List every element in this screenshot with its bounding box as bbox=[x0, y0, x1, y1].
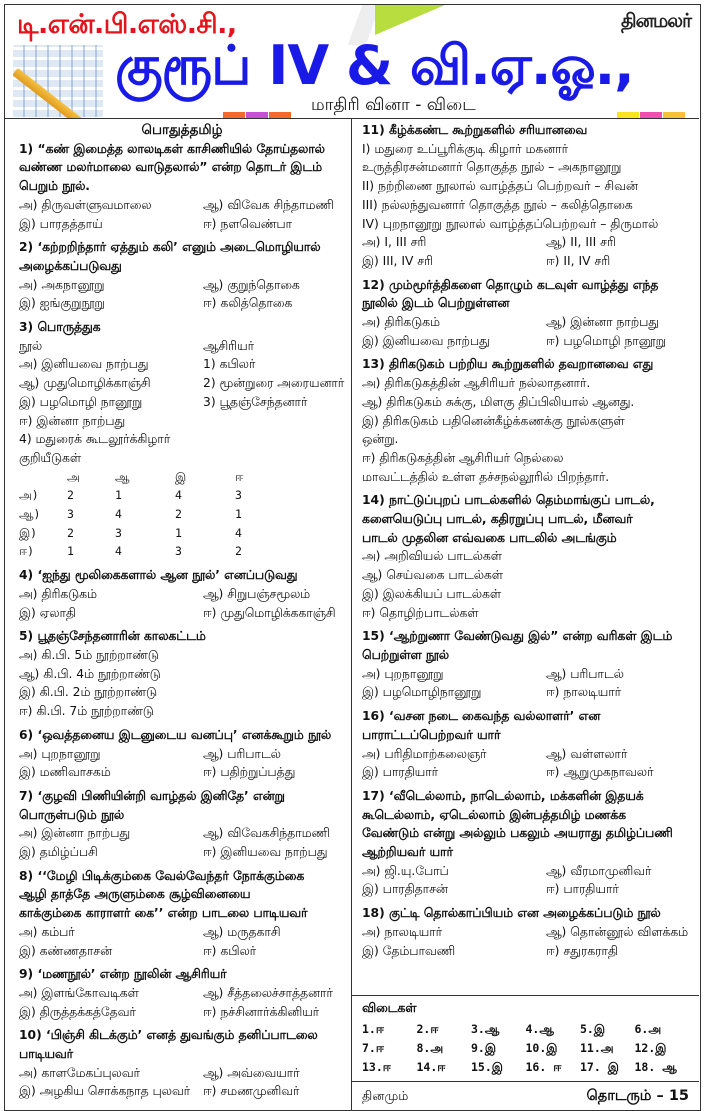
table-cell: 4 bbox=[175, 488, 182, 503]
answer-item: 16. ஈ bbox=[525, 1060, 562, 1075]
table-cell: அ bbox=[67, 469, 80, 484]
match-code-table bbox=[19, 468, 345, 562]
table-cell: இ bbox=[175, 469, 187, 484]
color-bar bbox=[617, 112, 639, 119]
option-row bbox=[19, 843, 345, 862]
option: ஈ) பாரதியார் bbox=[546, 882, 619, 897]
option: ஈ) ஆறுமுகநாவலர் bbox=[546, 765, 654, 780]
option-row bbox=[19, 215, 345, 234]
question-text: 4) ‘ஐந்து மூலிகைகளால் ஆன நூல்’ எனப்படுவது bbox=[19, 568, 298, 583]
option: 3) பூதஞ்சேந்தனார் bbox=[203, 394, 308, 409]
option: ஆ) விவேக சிந்தாமணி bbox=[203, 197, 334, 212]
option: அ) திரிகடுகம் bbox=[19, 586, 97, 601]
option: அ) பரிதிமாற்கலைஞர் bbox=[362, 746, 487, 761]
option: இ) பழமொழி நானூறு bbox=[19, 394, 143, 409]
question-block bbox=[19, 726, 345, 782]
option: அ) நாலடியார் bbox=[362, 924, 443, 939]
answer-item: 13.ஈ bbox=[362, 1060, 391, 1075]
dinamalar-logo: தினமலர் bbox=[621, 10, 691, 32]
option-line: ஒன்று. bbox=[362, 432, 399, 447]
table-cell: 2 bbox=[67, 525, 74, 540]
option: ஆ) குறுந்தொகை bbox=[203, 277, 300, 292]
option: ஈ) நச்சினார்க்கினியர் bbox=[203, 1004, 320, 1019]
question-text: காக்கும்கை காராளர் கை’’ என்ற பாடலை பாடியவர் bbox=[19, 906, 308, 921]
question-text: 13) திரிகடுகம் பற்றிய கூற்றுகளில் தவறானவை எது bbox=[362, 357, 654, 372]
option: அ) புறநானூறு bbox=[19, 746, 101, 761]
option: அ) காளமேகப்புலவர் bbox=[19, 1065, 140, 1080]
option: நூல் bbox=[19, 338, 43, 353]
question-text: 17) ‘வீடெல்லாம், நாடெல்லாம், மக்களின் இதயக் bbox=[362, 788, 644, 803]
question-block bbox=[362, 121, 693, 271]
option: ஆ) தொன்னூல் விளக்கம் bbox=[546, 924, 688, 939]
option-row bbox=[19, 984, 345, 1003]
option: 1) கபிலர் bbox=[203, 357, 256, 372]
option-row bbox=[362, 665, 693, 684]
question-text: 16) ‘வசன நடை கைவந்த வல்லாளர்’ என bbox=[362, 709, 601, 724]
question-text: 3) பொருத்துக bbox=[19, 320, 101, 335]
question-text: வண்ண மலர்மாலை வாடுதலால்” என்ற தொடர் இடம் bbox=[19, 160, 323, 175]
option: அ) இனியவை நாற்பது bbox=[19, 357, 149, 372]
option-row bbox=[362, 880, 693, 899]
page-title: குரூப் IV & வி.ஏ.ஓ., bbox=[115, 34, 634, 97]
option: அ) திருவள்ளுவமாலை bbox=[19, 197, 152, 212]
option: ஆ) II, III சரி bbox=[546, 235, 616, 250]
table-cell: 3 bbox=[175, 544, 182, 559]
question-block bbox=[19, 867, 345, 961]
option-line: ஈ) திரிகடுகத்தின் ஆசிரியர் நெல்லை bbox=[362, 450, 564, 465]
option-row bbox=[19, 763, 345, 782]
table-cell: 1 bbox=[67, 544, 74, 559]
option-line: ஈ) தொழிற்பாடல்கள் bbox=[362, 605, 479, 620]
page-subtitle: மாதிரி வினா - விடை bbox=[311, 95, 476, 115]
option: இ) திருத்தக்கத்தேவர் bbox=[19, 1004, 136, 1019]
answer-item: 1.ஈ bbox=[362, 1022, 384, 1037]
section-title: பொதுத்தமிழ் bbox=[141, 122, 223, 138]
table-cell: 3 bbox=[235, 488, 242, 503]
option: இ) பாரதத்தாய் bbox=[19, 216, 103, 231]
footer-continued: தொடரும் – 15 bbox=[586, 1087, 689, 1104]
left-column bbox=[5, 119, 351, 1110]
option-row bbox=[362, 763, 693, 782]
footer-daily: தினமும் bbox=[362, 1087, 409, 1103]
option: ஆ) பரிபாடல் bbox=[203, 746, 281, 761]
answer-item: 11.அ bbox=[580, 1041, 614, 1056]
option-row bbox=[19, 412, 345, 449]
color-bar bbox=[223, 112, 245, 119]
color-bars-left bbox=[223, 112, 292, 119]
option: ஆ) மருதகாசி bbox=[203, 924, 281, 939]
question-block bbox=[362, 355, 693, 486]
table-cell: 1 bbox=[235, 507, 242, 522]
question-text: 12) மும்மூர்த்திகளை தொழும் கடவுள் வாழ்த்து எந்த bbox=[362, 277, 659, 292]
table-cell: 4 bbox=[235, 525, 242, 540]
answer-item: 9.இ bbox=[471, 1041, 497, 1056]
option: இ) ஏலாதி bbox=[19, 605, 76, 620]
option: அ) புறநானூறு bbox=[362, 666, 444, 681]
question-block bbox=[19, 965, 345, 1021]
option-line: III) நல்லந்துவனார் தொகுத்த நூல் – கலித்தொகை bbox=[362, 197, 633, 212]
answer-item: 7.ஈ bbox=[362, 1041, 384, 1056]
answer-item: 14.ஈ bbox=[416, 1060, 446, 1075]
exam-name: டி.என்.பி.எஸ்.சி., bbox=[17, 9, 237, 40]
question-text: 2) ‘கற்றறிந்தார் ஏத்தும் கலி’ எனும் அடைமொழியால் bbox=[19, 240, 321, 255]
question-text: பாடல் முதலின எவ்வகை பாடலில் அடங்கும் bbox=[362, 530, 617, 545]
option-row bbox=[19, 1003, 345, 1022]
question-block bbox=[19, 318, 345, 561]
option-line: அ) அறிவியல் பாடல்கள் bbox=[362, 549, 502, 564]
option: அ) இளங்கோவடிகள் bbox=[19, 985, 139, 1000]
question-text: நூலில் இடம் பெற்றுள்ளன bbox=[362, 296, 510, 311]
option-line: மாவட்டத்தில் உள்ள தச்சநல்லூரில் பிறந்தார். bbox=[362, 469, 610, 484]
option-line: இ) திரிகடுகம் பதினென்கீழ்க்கணக்கு நூல்களுள் bbox=[362, 413, 625, 428]
option-row bbox=[19, 374, 345, 393]
option-row bbox=[19, 1064, 345, 1083]
answer-item: 8.அ bbox=[416, 1041, 444, 1056]
option: ஆ) முதுமொழிக்காஞ்சி bbox=[19, 376, 151, 391]
color-bar bbox=[640, 112, 662, 119]
question-block bbox=[362, 491, 693, 622]
option-row bbox=[362, 313, 693, 332]
option: அ) திரிகடுகம் bbox=[362, 315, 440, 330]
answer-item: 6.அ bbox=[634, 1022, 662, 1037]
question-text: பாராட்டப்பெற்றவர் யார் bbox=[362, 727, 501, 742]
question-text: 10) ‘பிஞ்சி கிடக்கும்’ எனத் துவங்கும் தனிப்பாடலை bbox=[19, 1028, 318, 1043]
question-text: பெறும் நூல். bbox=[19, 179, 90, 194]
question-block bbox=[19, 1026, 345, 1101]
option: ஈ) முதுமொழிக்ககாஞ்சி bbox=[203, 605, 336, 620]
question-text: பொருள்படும் நூல் bbox=[19, 807, 125, 822]
option: ஈ) பதிற்றுப்பத்து bbox=[203, 765, 296, 780]
option-row bbox=[19, 294, 345, 313]
table-cell: ஆ) bbox=[19, 507, 41, 522]
option: அ) ஜி.யு.போப் bbox=[362, 863, 449, 878]
question-text: அழைக்கப்படுவது bbox=[19, 258, 122, 273]
question-text: 1) “கண் இமைத்த லாலடிகள் காசிணியில் தோய்தலால் bbox=[19, 141, 325, 156]
table-cell: ஆ bbox=[115, 469, 130, 484]
option-line: அ) கி.பி. 5ம் நூற்றாண்டு bbox=[19, 647, 159, 662]
option: ஈ) நளவெண்பா bbox=[203, 216, 292, 231]
option: இ) பாரதிதாசன் bbox=[362, 882, 448, 897]
table-cell: 2 bbox=[235, 544, 242, 559]
option: ஈ) பழமொழி நானூறு bbox=[546, 333, 666, 348]
answer-item: 17. இ bbox=[580, 1060, 619, 1075]
option-row bbox=[19, 585, 345, 604]
option: ஆ) பரிபாடல் bbox=[546, 666, 624, 681]
option-row bbox=[19, 824, 345, 843]
question-text: வேண்டும் என்று அல்லும் பகலும் அயராது தமிழ்ப்பணி bbox=[362, 826, 673, 841]
option: ஈ) கலித்தொகை bbox=[203, 296, 293, 311]
option: இ) பாரதியார் bbox=[362, 765, 439, 780]
option: ஈ) சமணமுனிவர் bbox=[203, 1084, 300, 1099]
question-block bbox=[362, 276, 693, 351]
option-row bbox=[362, 923, 693, 942]
option-line: அ) திரிகடுகத்தின் ஆசிரியர் நல்லாதனார். bbox=[362, 376, 591, 391]
table-cell: இ) bbox=[19, 525, 38, 540]
option: ஆ) வள்ளலார் bbox=[546, 746, 628, 761]
answer-item: 2.ஈ bbox=[416, 1022, 439, 1037]
option-line: உருத்திரசன்மனார் தொகுத்த நூல் – அகநானூறு bbox=[362, 160, 622, 175]
question-text: ஆற்றியவர் யார் bbox=[362, 845, 453, 860]
option-row bbox=[362, 252, 693, 271]
answer-item: 4.ஆ bbox=[525, 1022, 554, 1037]
option: இ) கண்ணதாசன் bbox=[19, 943, 112, 958]
option-row bbox=[19, 393, 345, 412]
color-bar bbox=[663, 112, 685, 119]
option: இ) தேம்பாவணி bbox=[362, 943, 455, 958]
option-row bbox=[362, 233, 693, 252]
option-row bbox=[19, 337, 345, 356]
option: இ) இனியவை நாற்பது bbox=[362, 333, 490, 348]
answer-item: 15.இ bbox=[471, 1060, 503, 1075]
page bbox=[4, 4, 701, 1111]
option-line: இ) கி.பி. 2ம் நூற்றாண்டு bbox=[19, 685, 158, 700]
option: ஆ) வீரமாமுனிவர் bbox=[546, 863, 652, 878]
option-row bbox=[19, 745, 345, 764]
option: ஆ) அவ்வையார் bbox=[203, 1065, 300, 1080]
question-text: ஆழி தாத்தே அருளும்கை சூழ்வினையை bbox=[19, 887, 251, 902]
table-cell: 3 bbox=[115, 525, 122, 540]
right-questions bbox=[352, 119, 699, 969]
question-text: 11) கீழ்க்கண்ட கூற்றுகளில் சரியானவை bbox=[362, 123, 588, 137]
question-block bbox=[19, 787, 345, 862]
question-text: கூடெல்லாம், ஏடெல்லாம் இன்பத்தமிழ் மணக்க bbox=[362, 807, 626, 822]
option-row bbox=[362, 332, 693, 351]
option-line: ஆ) கி.பி. 4ம் நூற்றாண்டு bbox=[19, 666, 161, 681]
option: ஆ) சீத்தலைச்சாத்தனார் bbox=[203, 985, 333, 1000]
question-text: 15) ‘ஆற்றுணா வேண்டுவது இல்” என்ற வரிகள் இடம் bbox=[362, 629, 673, 644]
answer-item: 18. ஆ bbox=[634, 1060, 677, 1075]
question-text: 6) ‘ஒவத்தனைய இடனுடைய வனப்பு’ எனக்கூறும் நூல் bbox=[19, 727, 332, 742]
option: அ) இன்னா நாற்பது bbox=[19, 826, 131, 841]
color-bar bbox=[246, 112, 268, 119]
color-bar bbox=[269, 112, 291, 119]
table-cell: ஈ) bbox=[19, 544, 35, 559]
decorative-triangle bbox=[375, 5, 445, 35]
table-cell: அ) bbox=[19, 488, 39, 503]
answer-item: 10.இ bbox=[525, 1041, 558, 1056]
option-line: ஈ) கி.பி. 7ம் நூற்றாண்டு bbox=[19, 704, 154, 719]
option-row bbox=[19, 604, 345, 623]
question-text: 7) ‘குழவி பிணியின்றி வாழ்தல் இனிதே’ என்று bbox=[19, 788, 285, 803]
question-text: 9) ‘மணநூல்’ என்ற நூலின் ஆசிரியர் bbox=[19, 967, 227, 982]
question-block bbox=[19, 627, 345, 721]
option: அ) அகநானூறு bbox=[19, 277, 105, 292]
option-row bbox=[19, 355, 345, 374]
option-line: இ) இலக்கியப் பாடல்கள் bbox=[362, 586, 501, 601]
option: இ) தமிழ்ப்பசி bbox=[19, 845, 98, 860]
answers-box bbox=[352, 995, 699, 1081]
table-cell bbox=[19, 468, 67, 487]
option-row bbox=[19, 196, 345, 215]
question-block bbox=[19, 566, 345, 622]
option: இ) III, IV சரி bbox=[362, 253, 433, 268]
option: ஈ) இனியவை நாற்பது bbox=[203, 845, 328, 860]
question-block bbox=[19, 140, 345, 234]
table-cell: ஈ bbox=[235, 469, 244, 484]
option-row bbox=[19, 923, 345, 942]
option: ஆ) சிறுபஞ்சமூலம் bbox=[203, 586, 311, 601]
footer bbox=[352, 1081, 699, 1110]
option: அ) கம்பர் bbox=[19, 924, 75, 939]
question-text: பாடியவர் bbox=[19, 1047, 74, 1062]
question-text: 5) பூதஞ்சேந்தனாரின் காலகட்டம் bbox=[19, 629, 206, 644]
option: ஈ) நாலடியார் bbox=[546, 685, 622, 700]
option-row bbox=[19, 942, 345, 961]
option: இ) பழமொழிநானூறு bbox=[362, 685, 482, 700]
option-row bbox=[362, 862, 693, 881]
question-text: 18) குட்டி தொல்காப்பியம் என அழைக்கப்படும் நூல் bbox=[362, 906, 661, 921]
option: ஆ) விவேகசிந்தாமணி bbox=[203, 826, 330, 841]
answer-item: 5.இ bbox=[580, 1022, 606, 1037]
question-text: 8) ‘‘மேழி பிடிக்கும்கை வேல்வேந்தர் நோக்கும்கை bbox=[19, 868, 305, 883]
option: இ) அழகிய சொக்கநாத புலவர் bbox=[19, 1084, 191, 1099]
table-cell: 2 bbox=[175, 507, 182, 522]
option-line: IV) புறநானூறு நூலால் வாழ்த்தப்பெற்றவர் – திருமால் bbox=[362, 216, 659, 231]
option: இ) மணிவாசகம் bbox=[19, 765, 111, 780]
answer-item: 12.இ bbox=[634, 1041, 667, 1056]
option: இ) ஐங்குறுநூறு bbox=[19, 296, 105, 311]
question-block bbox=[362, 787, 693, 899]
option: அ) I, III சரி bbox=[362, 235, 427, 250]
option-line: ஆ) திரிகடுகம் சுக்கு, மிளகு திப்பிலியால் ஆனது. bbox=[362, 394, 635, 409]
question-text: 14) நாட்டுப்புறப் பாடல்களில் தெம்மாங்குப் பாடல், bbox=[362, 493, 655, 508]
table-cell: 4 bbox=[115, 507, 122, 522]
option-row bbox=[362, 942, 693, 961]
option-row bbox=[362, 745, 693, 764]
question-block bbox=[362, 627, 693, 702]
option-line: ஆ) செய்வகை பாடல்கள் bbox=[362, 568, 503, 583]
option: ஈ) சதுரகராதி bbox=[546, 943, 618, 958]
table-cell: 1 bbox=[115, 488, 122, 503]
option-line: I) மதுரை உப்பூரிக்குடி கிழார் மகனார் bbox=[362, 141, 569, 156]
question-block bbox=[19, 238, 345, 313]
question-text: பெற்றுள்ள நூல் bbox=[362, 647, 449, 662]
option: ஈ) கபிலர் bbox=[203, 943, 257, 958]
question-block bbox=[362, 707, 693, 782]
header-banner bbox=[5, 5, 699, 119]
color-bars-right bbox=[617, 112, 686, 119]
table-cell: 2 bbox=[67, 488, 74, 503]
answer-item: 3.ஆ bbox=[471, 1022, 500, 1037]
option-line: II) நற்றிணை நூலால் வாழ்த்தப் பெற்றவர் – சிவன் bbox=[362, 179, 638, 194]
option: 2) மூன்றுரை அரையனார் bbox=[203, 376, 345, 391]
option: ஆ) இன்னா நாற்பது bbox=[546, 315, 659, 330]
right-column bbox=[351, 119, 699, 1110]
option: 4) மதுரைக் கூடலூர்க்கிழார் bbox=[19, 432, 171, 447]
option: ஆசிரியர் bbox=[203, 338, 255, 353]
table-cell: 1 bbox=[175, 525, 182, 540]
option: ஈ) இன்னா நாற்பது bbox=[19, 413, 126, 428]
option-row bbox=[362, 683, 693, 702]
answers-title: விடைகள் bbox=[362, 1001, 417, 1016]
option-row bbox=[19, 276, 345, 295]
table-cell: 3 bbox=[67, 507, 74, 522]
question-text: களையெடுப்பு பாடல், கதிரறுப்பு பாடல், மீனவர் bbox=[362, 512, 633, 527]
answers-grid bbox=[362, 1020, 689, 1077]
page-body bbox=[5, 119, 699, 1110]
question-block bbox=[362, 904, 693, 960]
option-row bbox=[19, 1082, 345, 1101]
codes-label: குறியீடுகள் bbox=[19, 450, 81, 465]
table-cell: 4 bbox=[115, 544, 122, 559]
option: ஈ) II, IV சரி bbox=[546, 253, 611, 268]
